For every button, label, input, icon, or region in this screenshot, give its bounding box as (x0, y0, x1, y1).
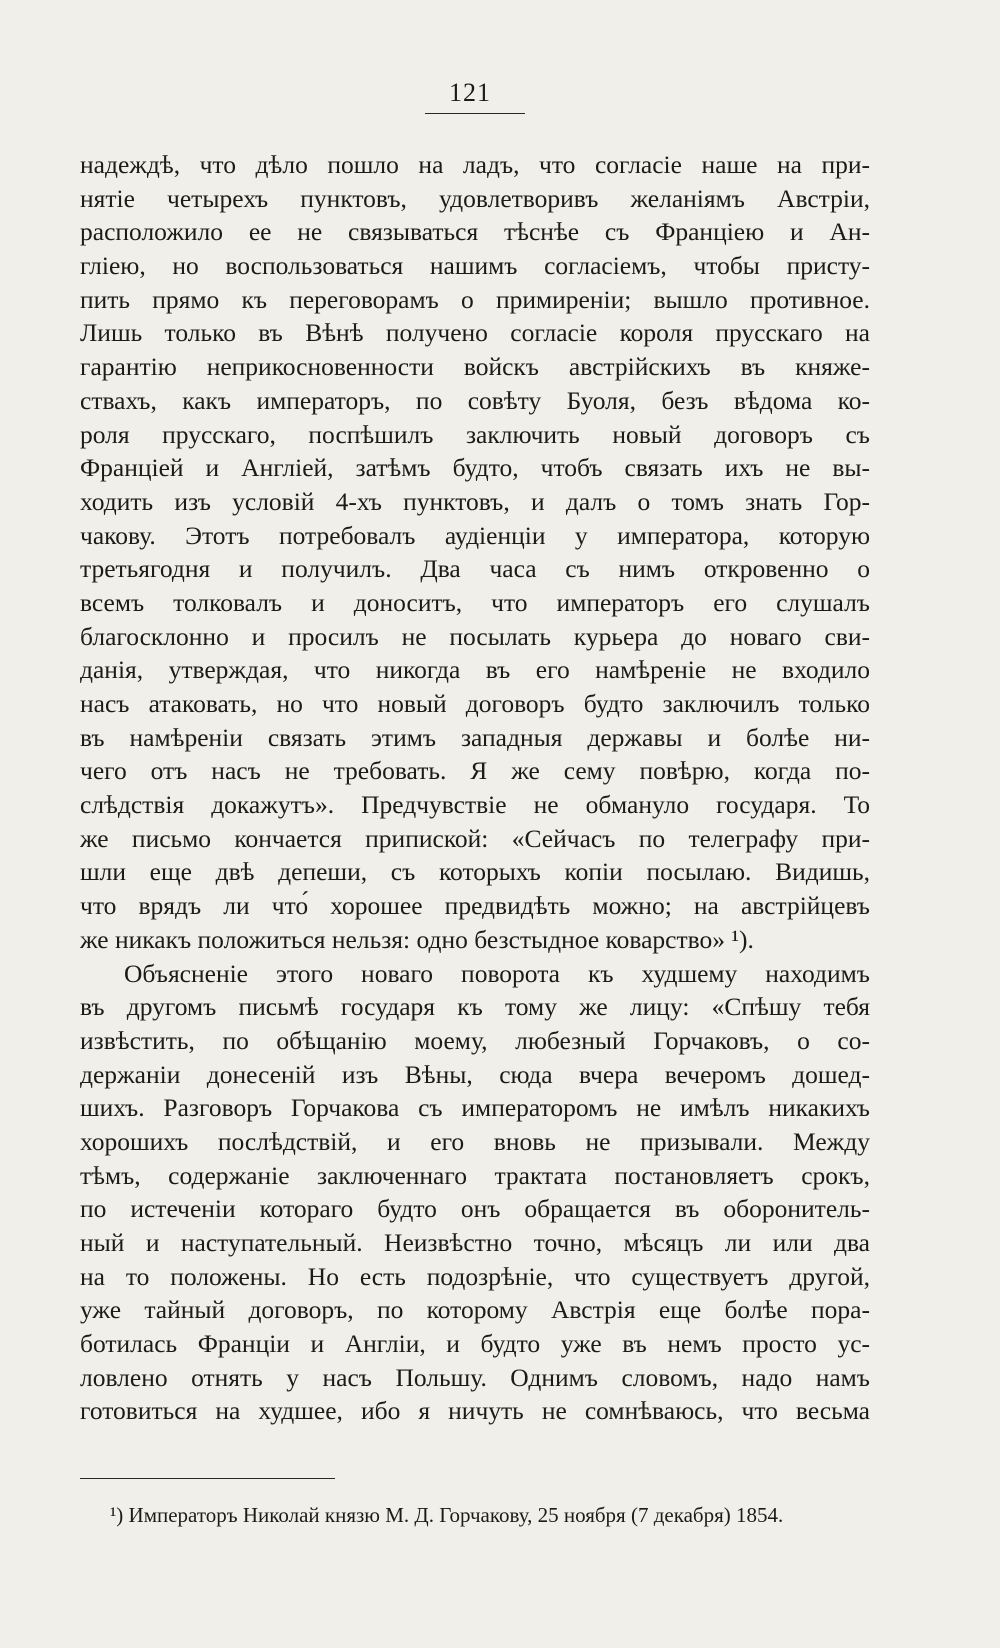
text-line: шли еще двѣ депеши, съ которыхъ копіи посылаю. Видишь, (80, 857, 870, 887)
text-line: тѣмъ, содержаніе заключеннаго трактата постановляетъ срокъ, (80, 1160, 870, 1190)
text-line: насъ атаковать, но что новый договоръ будто заключилъ только (80, 689, 870, 718)
text-line: держаніи донесеній изъ Вѣны, сюда вчера вечеромъ дошед- (80, 1059, 870, 1089)
text-line: ботилась Франціи и Англіи, и будто уже въ немъ просто ус- (80, 1329, 870, 1359)
text-line: расположило ее не связываться тѣснѣе съ Франціею и Ан- (80, 217, 870, 247)
text-line: всемъ толковалъ и доноситъ, что императоръ его слушалъ (80, 587, 870, 617)
text-line: хорошихъ послѣдствій, и его вновь не призывали. Между (80, 1126, 870, 1156)
text-line: же никакъ положиться нельзя: одно безстыдное коварство» ¹). (80, 924, 754, 954)
page-number: 121 (449, 78, 491, 107)
text-line: чего отъ насъ не требовать. Я же сему повѣрю, когда по- (80, 756, 870, 786)
text-line: чакову. Этотъ потребовалъ аудіенціи у императора, которую (80, 520, 870, 550)
text-line: роля прусскаго, поспѣшилъ заключить новый договоръ съ (80, 419, 870, 449)
text-line: благосклонно и просилъ не посылать курьера до новаго сви- (80, 621, 870, 651)
text-line: ный и наступательный. Неизвѣстно точно, мѣсяцъ ли или два (80, 1228, 870, 1257)
text-line: Объясненіе этого новаго поворота къ худшему находимъ (124, 958, 870, 988)
page-number-rule (425, 113, 525, 114)
text-line: гліею, но воспользоваться нашимъ согласіемъ, чтобы присту- (80, 251, 870, 281)
footnote: ¹) Императоръ Николай князю М. Д. Горчакову, 25 ноября (7 декабря) 1854. (110, 1503, 784, 1527)
text-line: извѣстить, по обѣщанію моему, любезный Горчаковъ, о со- (80, 1025, 870, 1055)
text-line: на то положены. Но есть подозрѣніе, что существуетъ другой, (80, 1261, 870, 1291)
text-line: готовиться на худшее, ибо я ничуть не сомнѣваюсь, что весьма (80, 1396, 870, 1426)
text-line: Лишь только въ Вѣнѣ получено согласіе короля прусскаго на (80, 318, 870, 348)
footnote-rule (80, 1478, 335, 1479)
text-line: слѣдствія докажутъ». Предчувствіе не обмануло государя. То (80, 790, 870, 820)
text-line: надеждѣ, что дѣло пошло на ладъ, что согласіе наше на при- (80, 150, 870, 179)
body-text (80, 148, 870, 1428)
text-line: шихъ. Разговоръ Горчакова съ императоромъ не имѣлъ никакихъ (80, 1093, 870, 1123)
text-line: ловлено отнять у насъ Польшу. Однимъ словомъ, надо намъ (80, 1362, 870, 1392)
text-line: уже тайный договоръ, по которому Австрія еще болѣе пора- (80, 1295, 870, 1325)
text-line: Франціей и Англіей, затѣмъ будто, чтобъ связать ихъ не вы- (80, 453, 870, 483)
text-line: нятіе четырехъ пунктовъ, удовлетворивъ желаніямъ Австріи, (80, 183, 870, 213)
text-line: третьягодня и получилъ. Два часа съ нимъ откровенно о (80, 554, 870, 584)
text-line: въ другомъ письмѣ государя къ тому же лицу: «Спѣшу тебя (80, 992, 870, 1022)
text-line: ствахъ, какъ императоръ, по совѣту Буоля, безъ вѣдома ко- (80, 385, 870, 415)
text-line: въ намѣреніи связать этимъ западныя державы и болѣе ни- (80, 722, 870, 752)
text-line: пить прямо къ переговорамъ о примиреніи; вышло противное. (80, 284, 870, 314)
text-line: ходить изъ условій 4-хъ пунктовъ, и далъ о томъ знать Гор- (80, 486, 870, 516)
text-line: по истеченіи котораго будто онъ обращается въ оборонитель- (80, 1194, 870, 1224)
text-line: гарантію неприкосновенности войскъ австрійскихъ въ княже- (80, 352, 870, 382)
text-line: данія, утверждая, что никогда въ его намѣреніе не входило (80, 655, 870, 685)
text-line: что врядъ ли что́ хорошее предвидѣть можно; на австрійцевъ (80, 891, 870, 921)
text-line: же письмо кончается припиской: «Сейчасъ по телеграфу при- (80, 823, 870, 853)
